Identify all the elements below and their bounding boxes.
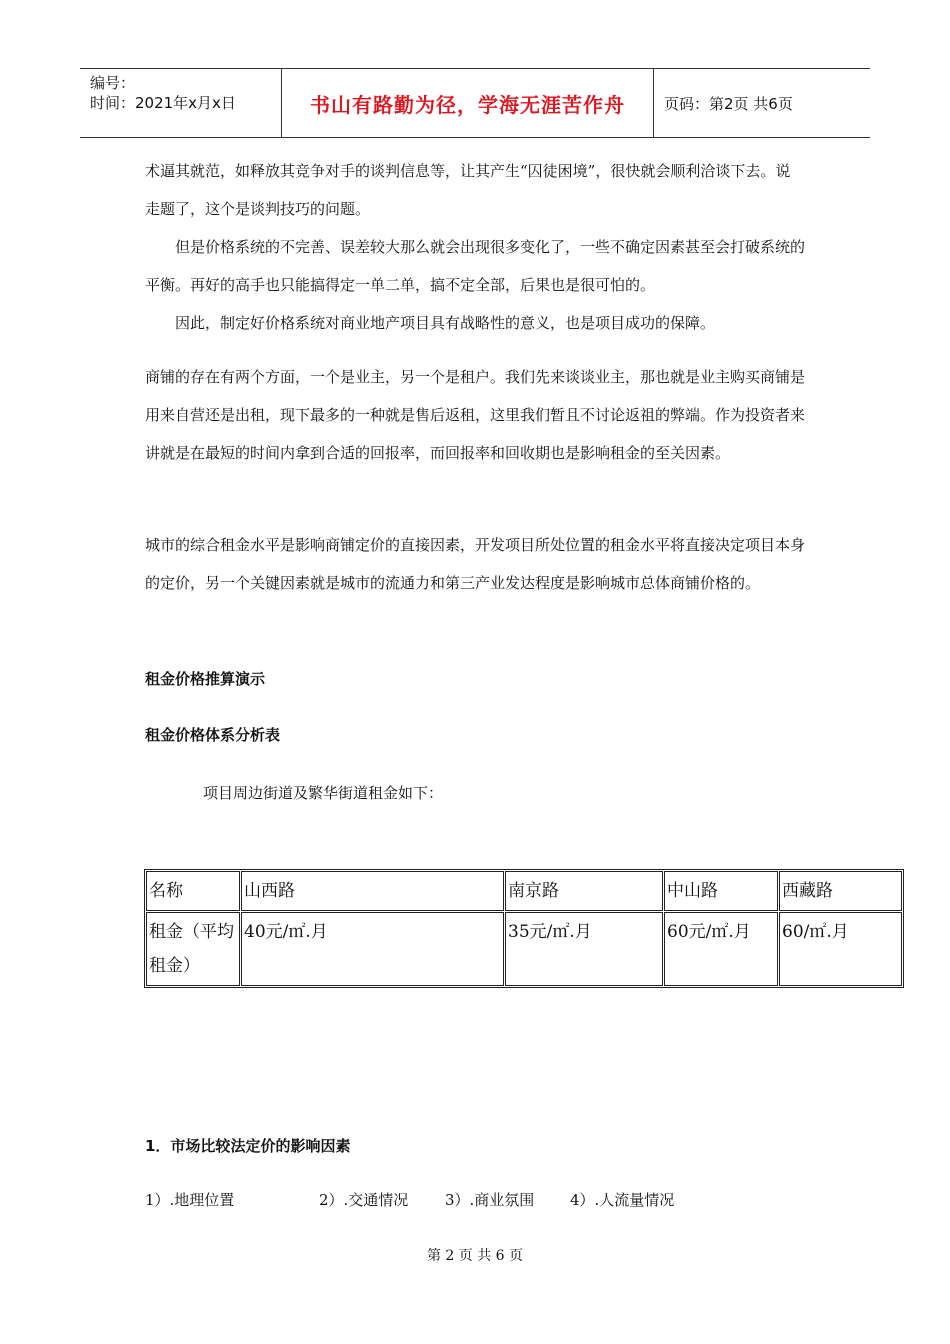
document-number-label: 编号： <box>90 74 136 92</box>
factor-list <box>145 1189 674 1210</box>
paragraph-4: 商铺的存在有两个方面，一个是业主，另一个是租户。我们先来谈谈业主，那也就是业主购买商铺是用来自营还是出租，现下最多的一种就是售后返租，这里我们暂且不讨论返祖的弊端。作为投资者来讲就是在最短的时间内拿到合适的回报率，而回报率和回收期也是影响租金的至关因素。 <box>145 368 806 462</box>
table-cell: 西藏路 <box>779 871 902 911</box>
table-cell: 60/㎡.月 <box>779 912 902 986</box>
page-header <box>80 68 870 138</box>
table-cell: 山西路 <box>241 871 504 911</box>
paragraph-5: 城市的综合租金水平是影响商铺定价的直接因素，开发项目所处位置的租金水平将直接决定项目本身的定价，另一个关键因素就是城市的流通力和第三产业发达程度是影响城市总体商铺价格的。 <box>145 536 806 592</box>
table-header-row <box>146 871 902 911</box>
heading-rent-demo: 租金价格推算演示 <box>145 670 266 688</box>
rent-table <box>144 869 904 988</box>
heading-rent-table: 租金价格体系分析表 <box>145 726 281 744</box>
table-cell: 中山路 <box>664 871 778 911</box>
paragraph-1: 术逼其就范，如释放其竞争对手的谈判信息等，让其产生“囚徒困境”，很快就会顺利洽谈下去。说走题了，这个是谈判技巧的问题。 <box>145 162 791 218</box>
table-row <box>146 912 902 986</box>
paragraph-2: 但是价格系统的不完善、误差较大那么就会出现很多变化了，一些不确定因素甚至会打破系统的平衡。再好的高手也只能搞得定一单二单，搞不定全部，后果也是很可怕的。 <box>145 238 806 294</box>
list-item: 3）.商业氛围 <box>445 1191 535 1209</box>
list-item: 1）.地理位置 <box>145 1191 235 1209</box>
page-footer: 第 2 页 共 6 页 <box>426 1248 524 1264</box>
heading-section-1: 1．市场比较法定价的影响因素 <box>145 1137 351 1155</box>
header-meta <box>80 69 282 137</box>
paragraph-3: 因此，制定好价格系统对商业地产项目具有战略性的意义，也是项目成功的保障。 <box>175 314 716 332</box>
header-motto: 书山有路勤为径，学海无涯苦作舟 <box>310 92 625 117</box>
table-cell: 南京路 <box>505 871 663 911</box>
table-cell: 名称 <box>146 871 240 911</box>
list-item: 2）.交通情况 <box>319 1191 409 1209</box>
table-cell: 60元/㎡.月 <box>664 912 778 986</box>
header-motto-cell <box>282 69 654 137</box>
header-page-info: 页码：第2页 共6页 <box>664 94 793 113</box>
list-item: 4）.人流量情况 <box>570 1191 675 1209</box>
table-cell: 35元/㎡.月 <box>505 912 663 986</box>
table-cell: 40元/㎡.月 <box>241 912 504 986</box>
document-date: 时间：2021年x月x日 <box>90 94 236 112</box>
table-intro: 项目周边街道及繁华街道租金如下： <box>203 784 444 802</box>
table-cell: 租金（平均租金） <box>146 912 240 986</box>
